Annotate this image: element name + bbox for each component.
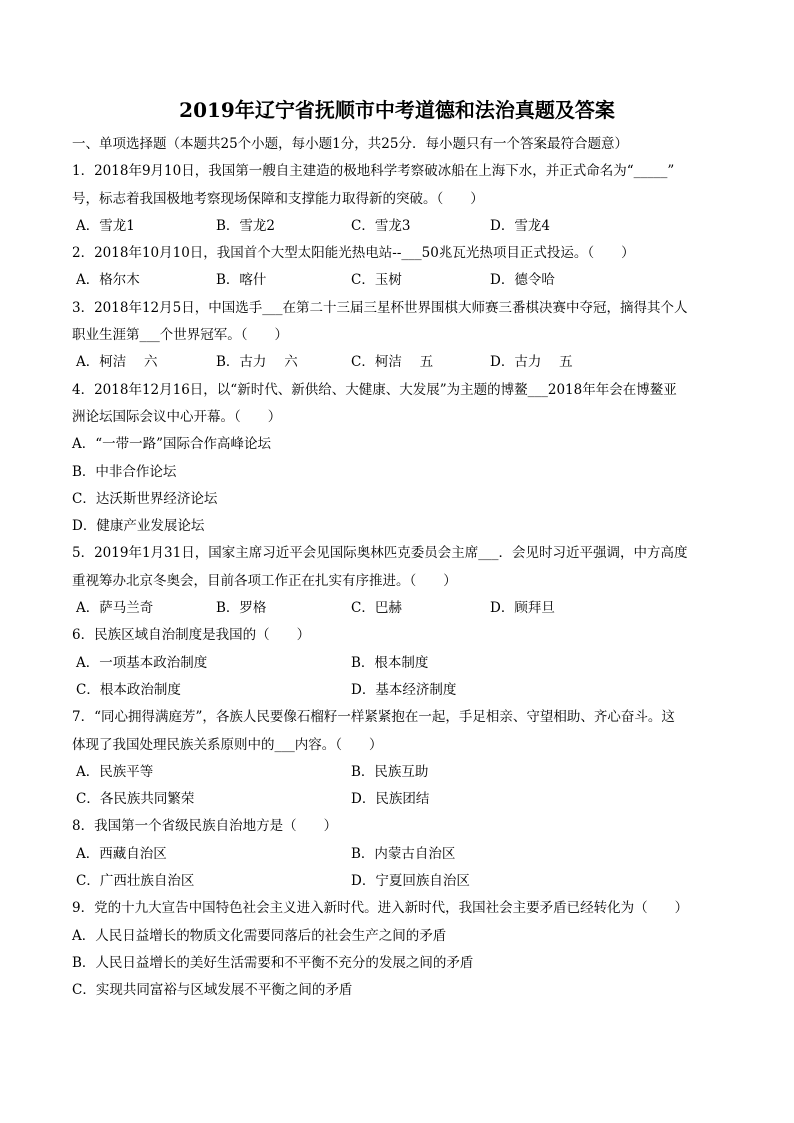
options-row [72,213,722,240]
options-row [72,267,722,294]
answer-option: A．西藏自治区 [76,845,167,862]
options-row [72,786,722,813]
question-stem: 2．2018年10月10日，我国首个大型太阳能光热电站--___50兆瓦光热项目正式投运。（ ） [72,245,635,262]
answer-option: D．民族团结 [351,791,430,808]
question-2 [72,240,722,295]
answer-option: D．雪龙4 [490,217,550,234]
answer-option: C．雪龙3 [351,217,411,234]
question-stem: 7．“同心拥得满庭芳”，各族人民要像石榴籽一样紧紧抱在一起，手足相亲、守望相助、齐心奋斗。这 [72,709,675,726]
answer-option: D．顾拜旦 [490,600,555,617]
document-body [72,131,722,1005]
question-stem: 9．党的十九大宣告中国特色社会主义进入新时代。进入新时代，我国社会主要矛盾已经转化为（ ） [72,900,689,917]
options-row [72,595,722,622]
answer-option: A．“一带一路”国际合作高峰论坛 [72,436,272,453]
question-stem: 6．民族区域自治制度是我国的（ ） [72,627,311,644]
answer-option: A．柯洁 六 [76,354,158,371]
question-stem: 4．2018年12月16日，以“新时代、新供给、大健康、大发展”为主题的博鳌___2018年年会在博鳌亚 [72,381,677,398]
question-3 [72,295,722,377]
question-stem: 1．2018年9月10日，我国第一艘自主建造的极地科学考察破冰船在上海下水，并正式命名为“_____” [72,163,675,180]
options-row [72,349,722,376]
answer-option: B．民族互助 [351,763,429,780]
document-title: 2019年辽宁省抚顺市中考道德和法治真题及答案 [179,98,615,122]
answer-option: C．实现共同富裕与区域发展不平衡之间的矛盾 [72,982,353,999]
answer-option: A．民族平等 [76,763,154,780]
answer-option: B．中非合作论坛 [72,463,177,480]
question-stem: 号，标志着我国极地考察现场保障和支撑能力取得新的突破。（ ） [72,190,484,207]
answer-option: B．罗格 [216,600,267,617]
question-stem: 体现了我国处理民族关系原则中的___内容。（ ） [72,736,383,753]
question-stem: 3．2018年12月5日，中国选手___在第二十三届三星杯世界围棋大师赛三番棋决赛中夺冠，摘得其个人 [72,299,688,316]
question-9 [72,895,722,1004]
answer-option: B．人民日益增长的美好生活需要和不平衡不充分的发展之间的矛盾 [72,954,474,971]
answer-option: C．巴赫 [351,600,402,617]
question-stem: 8．我国第一个省级民族自治地方是（ ） [72,818,338,835]
answer-option: B．内蒙古自治区 [351,845,456,862]
question-6 [72,622,722,704]
answer-option: B．雪龙2 [216,217,276,234]
answer-option: C．柯洁 五 [351,354,434,371]
answer-option: C．各民族共同繁荣 [76,791,195,808]
answer-option: B．古力 六 [216,354,298,371]
answer-option: D．宁夏回族自治区 [351,873,470,890]
question-1 [72,158,722,240]
question-stem: 重视筹办北京冬奥会，目前各项工作正在扎实有序推进。（ ） [72,572,457,589]
answer-option: B．喀什 [216,272,267,289]
options-row [72,841,722,868]
options-row [72,650,722,677]
options-row [72,759,722,786]
answer-option: C．达沃斯世界经济论坛 [72,490,218,507]
question-8 [72,813,722,895]
question-7 [72,704,722,813]
answer-option: A．格尔木 [76,272,140,289]
question-5 [72,540,722,622]
options-row [72,677,722,704]
section-header: 一、单项选择题（本题共25个小题，每小题1分，共25分．每小题只有一个答案最符合题意） [72,136,628,152]
answer-option: C．广西壮族自治区 [76,873,195,890]
answer-option: D．德令哈 [490,272,555,289]
answer-option: D．古力 五 [490,354,573,371]
options-row [72,868,722,895]
answer-option: A．一项基本政治制度 [76,654,208,671]
answer-option: A．萨马兰奇 [76,600,154,617]
answer-option: B．根本制度 [351,654,429,671]
answer-option: A．人民日益增长的物质文化需要同落后的社会生产之间的矛盾 [72,927,447,944]
question-stem: 洲论坛国际会议中心开幕。（ ） [72,408,282,425]
answer-option: A．雪龙1 [76,217,135,234]
question-stem: 5．2019年1月31日，国家主席习近平会见国际奥林匹克委员会主席___．会见时习近平强调，中方高度 [72,545,688,562]
question-4 [72,377,722,541]
answer-option: D．基本经济制度 [351,681,457,698]
answer-option: C．根本政治制度 [76,681,181,698]
answer-option: C．玉树 [351,272,402,289]
answer-option: D．健康产业发展论坛 [72,518,205,535]
question-list [72,158,722,1004]
question-stem: 职业生涯第___个世界冠军。（ ） [72,327,288,344]
